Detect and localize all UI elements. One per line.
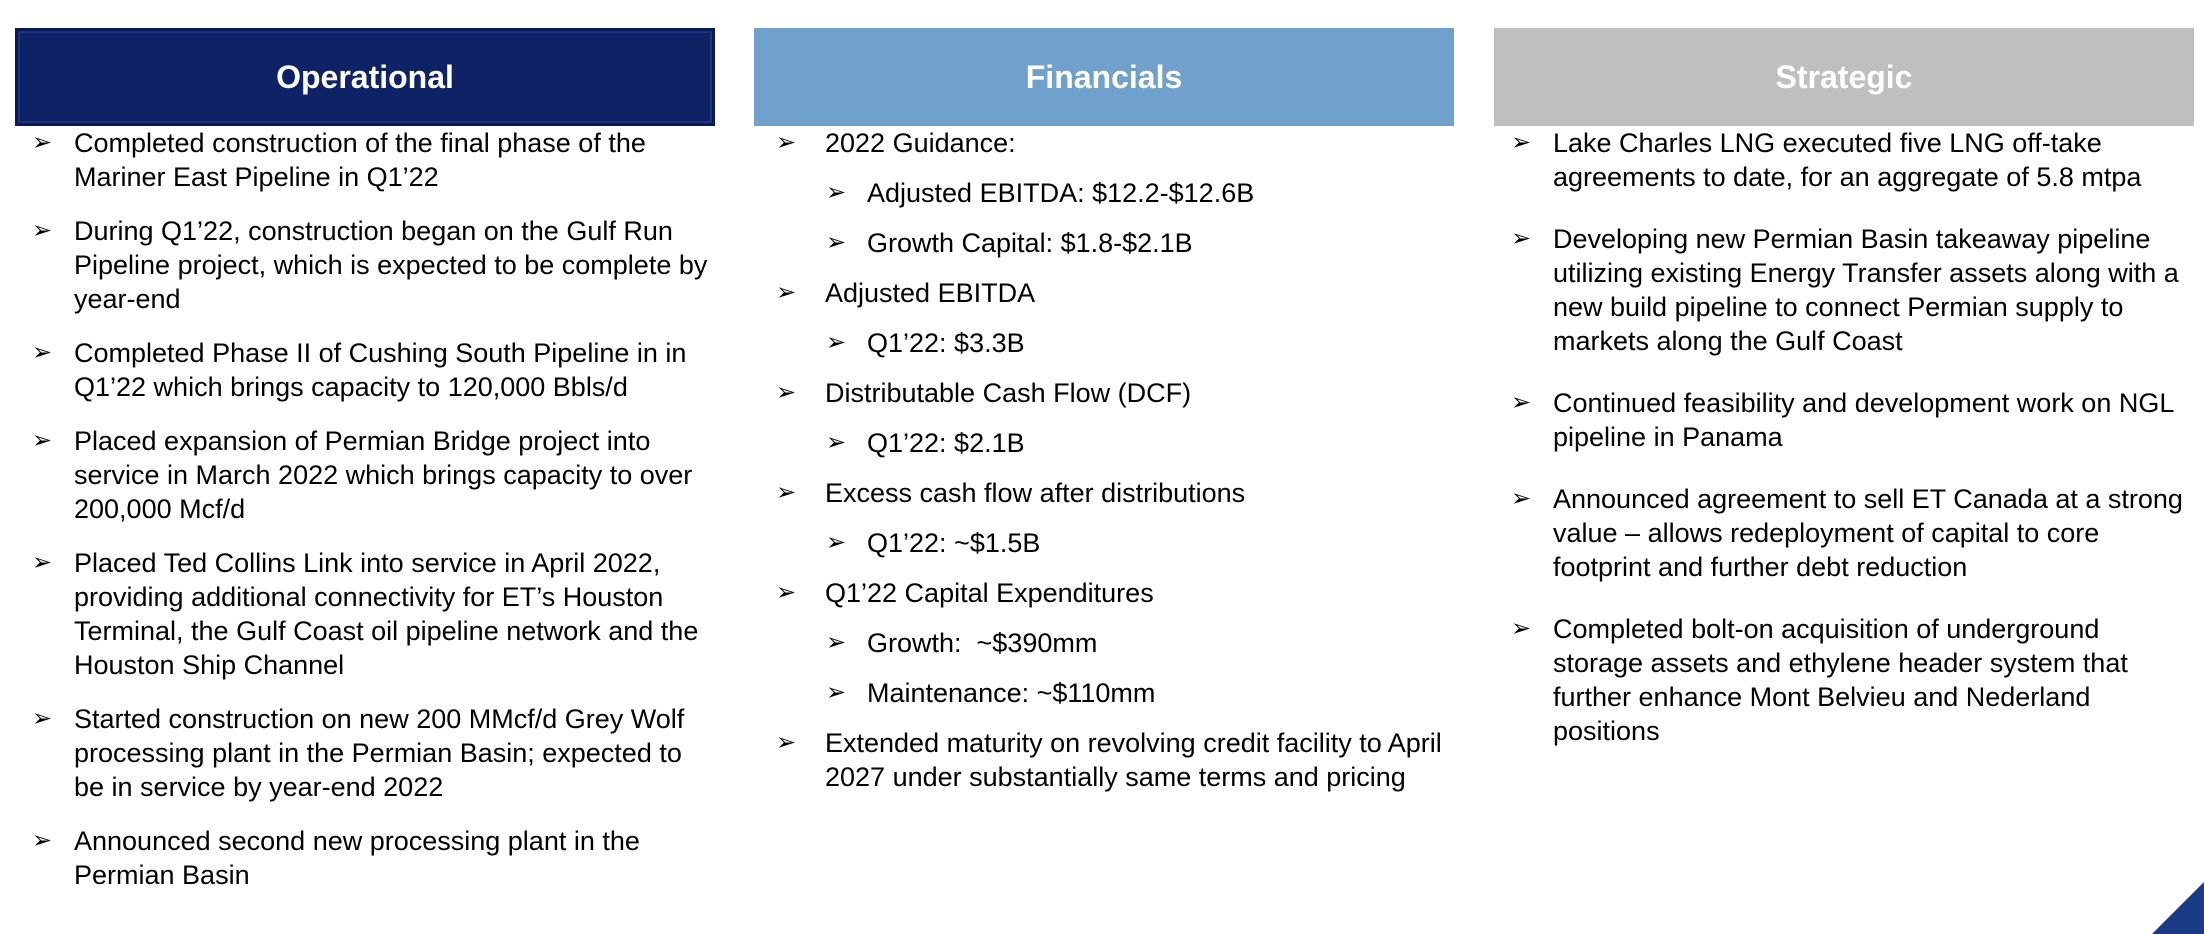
arrow-bullet-icon: ➢: [32, 339, 53, 366]
arrow-bullet-icon: ➢: [826, 329, 847, 356]
arrow-bullet-icon: ➢: [32, 827, 53, 854]
financials-header: [754, 28, 1454, 126]
arrow-bullet-icon: ➢: [826, 679, 847, 706]
list-item: ➢ Placed Ted Collins Link into service in April 2022, providing additional connectivity for ET’s Houston Terminal, the Gulf Coast oil pipeline network and the Houston Ship Channel: [32, 548, 699, 680]
list-item: ➢ Extended maturity on revolving credit facility to April 2027 under substantially same terms and pricing: [776, 728, 1442, 792]
operational-list: [15, 126, 715, 892]
list-item: ➢ Completed construction of the final phase of the Mariner East Pipeline in Q1’22: [32, 128, 646, 192]
sub-list-item: ➢ Growth: ~$390mm: [826, 628, 1098, 658]
arrow-bullet-icon: ➢: [776, 129, 797, 156]
list-item: ➢ Announced agreement to sell ET Canada at a strong value – allows redeployment of capital to core footprint and further debt reduction: [1511, 484, 2183, 582]
arrow-bullet-icon: ➢: [826, 179, 847, 206]
list-item: ➢ Developing new Permian Basin takeaway pipeline utilizing existing Energy Transfer assets along with a new build pipeline to connect Permian supply to markets along the Gulf Coast: [1511, 224, 2179, 356]
operational-title: Operational: [276, 58, 454, 95]
arrow-bullet-icon: ➢: [776, 479, 797, 506]
list-item: ➢ Started construction on new 200 MMcf/d Grey Wolf processing plant in the Permian Basin; expected to be in service by year-end 2022: [32, 704, 685, 802]
strategic-title: Strategic: [1775, 58, 1913, 95]
list-item: ➢ Completed Phase II of Cushing South Pipeline in in Q1’22 which brings capacity to 120,000 Bbls/d: [32, 338, 687, 402]
sub-list-item: ➢ Q1’22: $3.3B: [826, 328, 1025, 358]
sub-list-item: ➢ Adjusted EBITDA: $12.2-$12.6B: [826, 178, 1255, 208]
arrow-bullet-icon: ➢: [1511, 225, 1532, 252]
arrow-bullet-icon: ➢: [826, 629, 847, 656]
arrow-bullet-icon: ➢: [826, 429, 847, 456]
operational-column: [15, 28, 715, 912]
arrow-bullet-icon: ➢: [1511, 129, 1532, 156]
list-item: ➢ Excess cash flow after distributions: [776, 478, 1246, 508]
arrow-bullet-icon: ➢: [826, 529, 847, 556]
arrow-bullet-icon: ➢: [1511, 615, 1532, 642]
financials-column: [754, 28, 1454, 810]
list-item: ➢ Placed expansion of Permian Bridge project into service in March 2022 which brings capacity to over 200,000 Mcf/d: [32, 426, 693, 524]
financials-title: Financials: [1025, 58, 1183, 95]
list-item: ➢ Continued feasibility and development work on NGL pipeline in Panama: [1511, 388, 2174, 452]
sub-list-item: ➢ Growth Capital: $1.8-$2.1B: [826, 228, 1193, 258]
arrow-bullet-icon: ➢: [1511, 485, 1532, 512]
sub-list-item: ➢ Maintenance: ~$110mm: [826, 678, 1156, 708]
arrow-bullet-icon: ➢: [32, 129, 53, 156]
corner-accent: [2152, 882, 2204, 934]
strategic-column: [1494, 28, 2194, 776]
list-item: ➢ Q1’22 Capital Expenditures: [776, 578, 1154, 608]
list-item: ➢ 2022 Guidance:: [776, 128, 1016, 158]
arrow-bullet-icon: ➢: [776, 579, 797, 606]
arrow-bullet-icon: ➢: [32, 217, 53, 244]
arrow-bullet-icon: ➢: [1511, 389, 1532, 416]
list-item: ➢ Lake Charles LNG executed five LNG off-take agreements to date, for an aggregate of 5.8 mtpa: [1511, 128, 2142, 192]
strategic-list: [1494, 126, 2194, 748]
list-item: ➢ Completed bolt-on acquisition of underground storage assets and ethylene header system that further enhance Mont Belvieu and Nederland positions: [1511, 614, 2128, 746]
arrow-bullet-icon: ➢: [32, 705, 53, 732]
arrow-bullet-icon: ➢: [32, 549, 53, 576]
list-item: ➢ Adjusted EBITDA: [776, 278, 1036, 308]
arrow-bullet-icon: ➢: [826, 229, 847, 256]
strategic-header: [1494, 28, 2194, 126]
list-item: ➢ Distributable Cash Flow (DCF): [776, 378, 1192, 408]
operational-header: [15, 28, 715, 126]
sub-list-item: ➢ Q1’22: $2.1B: [826, 428, 1025, 458]
arrow-bullet-icon: ➢: [776, 729, 797, 756]
financials-list: [754, 126, 1454, 794]
list-item: ➢ During Q1’22, construction began on the Gulf Run Pipeline project, which is expected to be complete by year-end: [32, 216, 708, 314]
arrow-bullet-icon: ➢: [32, 427, 53, 454]
arrow-bullet-icon: ➢: [776, 379, 797, 406]
sub-list-item: ➢ Q1’22: ~$1.5B: [826, 528, 1041, 558]
arrow-bullet-icon: ➢: [776, 279, 797, 306]
list-item: ➢ Announced second new processing plant in the Permian Basin: [32, 826, 640, 890]
